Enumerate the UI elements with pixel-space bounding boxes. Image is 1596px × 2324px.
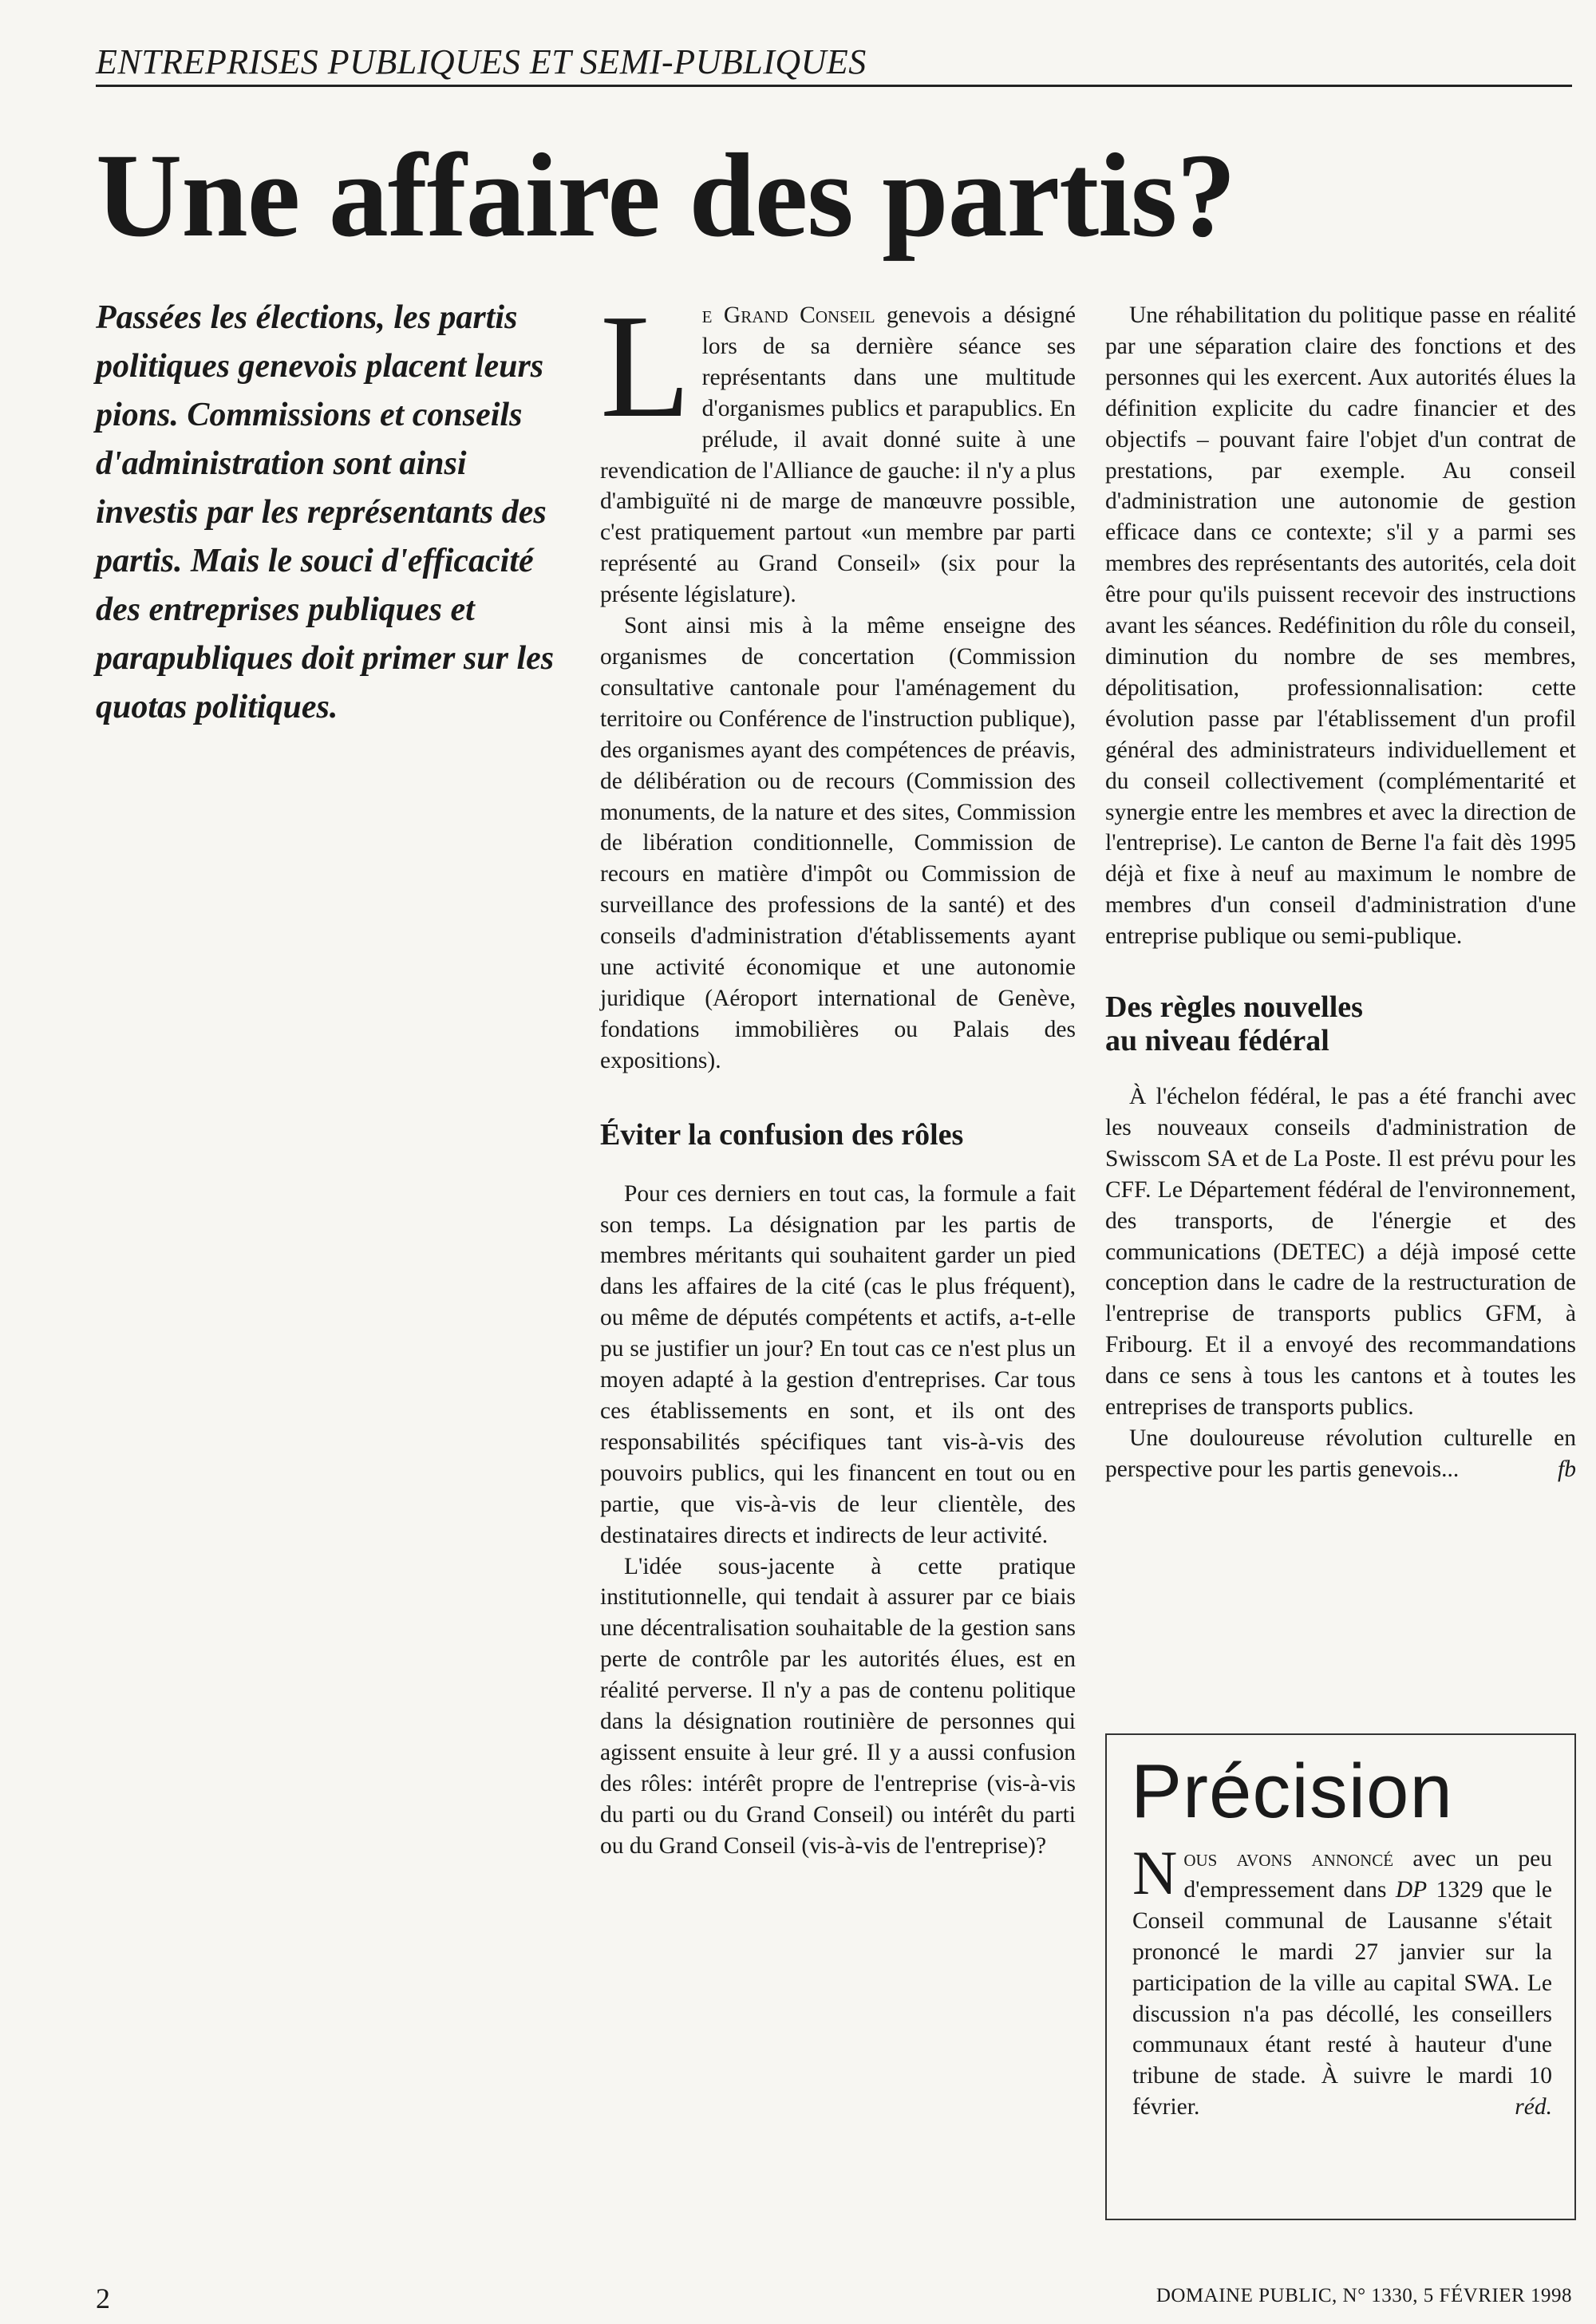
section-header: ENTREPRISES PUBLIQUES ET SEMI-PUBLIQUES	[96, 42, 1572, 87]
paragraph: Sont ainsi mis à la même enseigne des organismes de concertation (Commission consultative cantonale pour l'aménagement du territoire ou Conférence de l'instruction publique), des organismes ayant des compétences de préavis, de délibération ou de recours (Commission des monuments, de la nature et des sites, Commission de libération conditionnelle, Commission de recours en matière d'impôt ou Commission de surveillance des professions de la santé) et des conseils d'administration d'établissements ayant une activité économique et une autonomie juridique (Aéroport international de Genève, fondations immobilières ou Palais des expositions).	[600, 613, 1076, 1073]
subheading-line: au niveau fédéral	[1105, 1024, 1329, 1058]
dp-reference: DP	[1395, 1876, 1428, 1903]
page-number: 2	[96, 2282, 110, 2314]
column-right	[1105, 300, 1576, 1485]
paragraph-closing	[1105, 1423, 1576, 1485]
precision-box	[1105, 1733, 1576, 2220]
subheading-confusion: Éviter la confusion des rôles	[600, 1117, 964, 1152]
paragraph: Pour ces derniers en tout cas, la formule a fait son temps. La désignation par les partis de membres méritants qui souhaitent garder un pied dans les affaires de la cité (cas le plus fréquent), ou même de députés compétents et actifs, a-t-elle pu se justifier un jour? En tout cas ce n'est plus un moyen adapté à la gestion d'entreprises. Car tous ces établissements en sont, et ils ont des responsabilités spécifiques tant vis-à-vis des pouvoirs publics, qui les financent en tout ou en partie, que vis-à-vis de leur clientèle, des destinataires directs et indirects de leur activité.	[600, 1180, 1076, 1548]
editor-signature: réd.	[1515, 2094, 1552, 2120]
lead-paragraph: Passées les élections, les partis politiques genevois placent leurs pions. Commissions et conseils d'administration sont ainsi investis par les représentants des partis. Mais le souci d'efficacité des entreprises publiques et parapubliques doit primer sur les quotas politiques.	[96, 299, 555, 725]
publication-info: DOMAINE PUBLIC, N° 1330, 5 FÉVRIER 1998	[1156, 2285, 1572, 2306]
precision-drop-cap: N	[1132, 1838, 1178, 1907]
precision-body	[1132, 1838, 1552, 2123]
intro-smallcaps: e Grand Conseil	[701, 302, 875, 328]
paragraph: Une réhabilitation du politique passe en réalité par une séparation claire des fonctions et des personnes qui les exercent. Aux autorités élues la définition explicite du cadre financier et des objectifs – pouvant faire l'objet d'un contrat de prestations, par exemple. Au conseil d'administration une autonomie de gestion efficace dans ce contexte; s'il y a parmi ses membres des représentants des autorités, cela doit être pour qu'ils puissent recevoir des instructions avant les séances. Redéfinition du rôle du conseil, diminution du nombre de ses membres, dépolitisation, professionnalisation: cette évolution passe par l'établissement d'un profil général des administrateurs individuellement et du conseil collectivement (complémentarité et synergie entre les membres et avec la direction de l'entreprise). Le canton de Berne l'a fait dès 1995 déjà et fixe à neuf au maximum le nombre de membres d'un conseil d'administration d'une entreprise publique ou semi-publique.	[1105, 302, 1576, 950]
paragraph-intro	[600, 284, 1076, 611]
subheading-federal	[1105, 990, 1576, 1057]
intro-text: genevois a désigné lors de sa dernière séance ses représentants dans une multitude d'organismes publics et parapublics. En prélude, il avait donné suite à une revendication de l'Alliance de gauche: il n'y a plus d'ambiguïté ni de marge de manœuvre possible, c'est pratiquement partout «un membre par parti représenté au Grand Conseil» (six pour la présente législature).	[600, 302, 1076, 608]
precision-smallcaps: ous avons annoncé	[1183, 1846, 1394, 1871]
drop-cap: L	[600, 284, 691, 449]
paragraph: L'idée sous-jacente à cette pratique institutionnelle, qui tendait à assurer par ce biais une décentralisation souhaitable de la gestion sans perte de contrôle par les autorités élues, est en réalité perverse. Il n'y a pas de contenu politique dans la désignation routinière de personnes qui agissent ensuite à leur gré. Il y a aussi confusion des rôles: intérêt propre de l'entreprise (vis-à-vis du parti ou du Grand Conseil) ou intérêt du parti ou du Grand Conseil (vis-à-vis de l'entreprise)?	[600, 1553, 1076, 1859]
precision-text: avec un peu d'empressement dans	[1183, 1846, 1552, 1903]
author-signature: fb	[1558, 1456, 1576, 1482]
article-title: Une affaire des partis?	[96, 129, 1236, 262]
precision-title: Précision	[1131, 1749, 1453, 1834]
column-middle	[600, 284, 1076, 1862]
closing-text: Une douloureuse révolution culturelle en perspective pour les partis genevois...	[1105, 1425, 1576, 1482]
precision-text: 1329 que le Conseil communal de Lausanne s'était prononcé le mardi 27 janvier sur la participation de la ville au capital SWA. Le discussion n'a pas décollé, les conseillers communaux étant resté à hauteur d'une tribune de stade. À suivre le mardi 10 février.	[1132, 1876, 1552, 2120]
paragraph: À l'échelon fédéral, le pas a été franchi avec les nouveaux conseils d'administration de Swisscom SA et de La Poste. Il est prévu pour les CFF. Le Département fédéral de l'environnement, des transports, de l'énergie et des communications (DETEC) a déjà imposé cette conception dans le cadre de la restructuration de l'entreprise de transports publics GFM, à Fribourg. Et il a envoyé des recommandations dans ce sens à tous les cantons et à toutes les entreprises de transports publics.	[1105, 1084, 1576, 1421]
subheading-line: Des règles nouvelles	[1105, 990, 1363, 1025]
